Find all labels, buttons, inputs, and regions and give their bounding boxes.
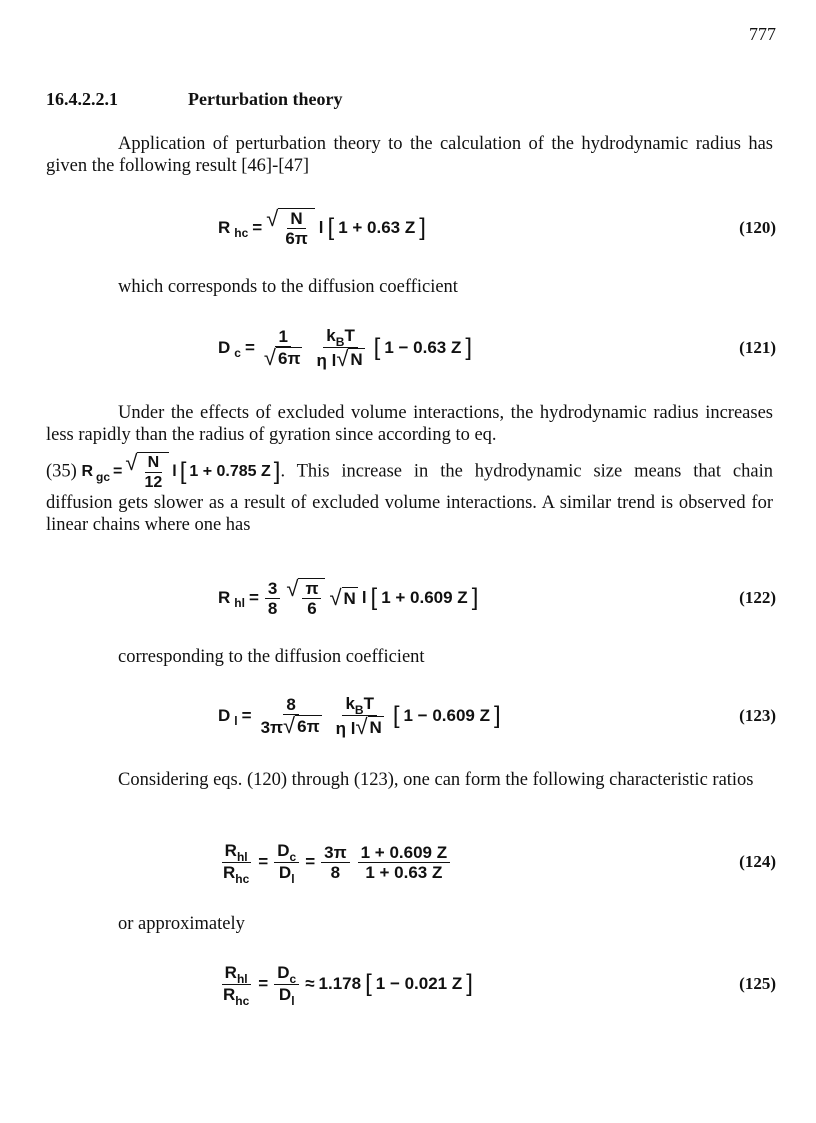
- page-number: 777: [749, 24, 776, 44]
- equation-121-number: (121): [739, 338, 776, 357]
- inline-equation-line: (35) R gc = √ $\frac{N}{12}$ l [ 1 + 0.785 Z ]: [46, 450, 281, 491]
- equation-125-number: (125): [739, 974, 776, 993]
- equation-120-number: (120): [739, 218, 776, 237]
- equation-125-body: $\frac{R_{hl}}{R_{hc}}$ = $\frac{D_c}{D_l}$ ≈ 1.178 [ 1 − 0.021 Z ]: [223, 962, 473, 1008]
- text-lead-3: or approximately: [118, 914, 245, 934]
- paragraph-intro: Application of perturbation theory to the calculation of the hydrodynamic radius has given the following result [46]-[47]: [46, 134, 773, 176]
- section-title: Perturbation theory: [188, 89, 343, 109]
- paragraph-excluded-volume: Under the effects of excluded volume interactions, the hydrodynamic radius increases less rapidly than the radius of gyration since according to eq. (35) R gc = √ $\frac{N}{12}$ l [ 1 + 0.785 Z ] . This increase in the hydrodynamic size means that chain diffusion gets slower as a result of excluded volume interactions. A similar trend is observed for linear chains where one has: [46, 403, 773, 535]
- equation-124-body: $\frac{R_{hl}}{R_{hc}}$ = $\frac{D_c}{D_l}$ = $\frac{3\pi}{8}$ $\frac{1 + 0.609 Z}{1 + 0.63 Z}$: [218, 832, 452, 892]
- equation-122-body: R hl = $\frac{3}{8}$ √ $\frac{\pi}{6}$ √ N l [ 1 + 0.609 Z ]: [218, 576, 479, 618]
- equation-123-number: (123): [739, 706, 776, 725]
- text-lead-2: corresponding to the diffusion coefficient: [118, 647, 425, 667]
- equation-125: [46, 954, 776, 1014]
- equation-120: [46, 198, 776, 258]
- equation-122-number: (122): [739, 588, 776, 607]
- equation-124-number: (124): [739, 852, 776, 871]
- section-number: 16.4.2.2.1: [46, 89, 118, 109]
- equation-120-body: R hc = √ $\frac{N}{6\pi}$ l [ 1 + 0.63 Z ]: [218, 206, 426, 248]
- equation-121-body: D c = 1 √ 6π $k_BT$ η l √ N [ 1 − 0.63 Z ]: [218, 326, 473, 371]
- paragraph-ratios: Considering eqs. (120) through (123), one can form the following characteristic ratios: [118, 770, 754, 790]
- equation-124: [46, 832, 776, 892]
- inline-equation-rgc: R gc = √ $\frac{N}{12}$ l [ 1 + 0.785 Z ]: [81, 450, 281, 491]
- section-heading: [46, 89, 342, 110]
- equation-123: [46, 686, 776, 746]
- equation-123-body: D l = 8 3π √ 6π $k_BT$ η l √ N [ 1 − 0.609 Z ]: [218, 694, 501, 739]
- text-lead-1: which corresponds to the diffusion coefficient: [118, 277, 458, 297]
- equation-122: [46, 568, 776, 628]
- equation-121: [46, 318, 776, 378]
